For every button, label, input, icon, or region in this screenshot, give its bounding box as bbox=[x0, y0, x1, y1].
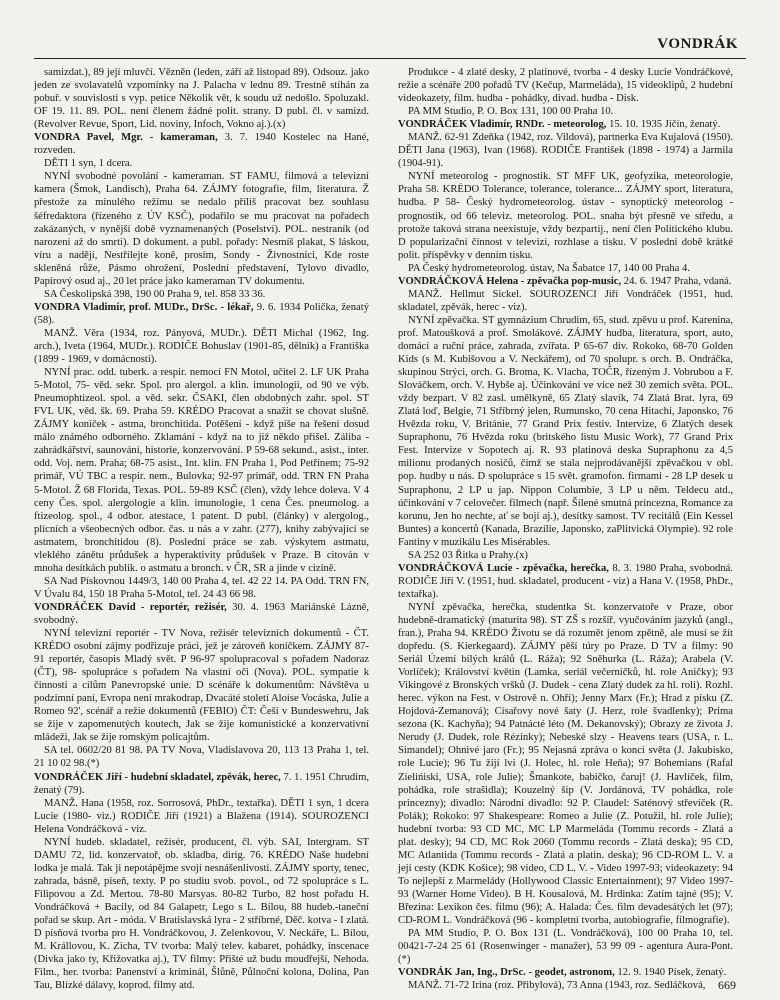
entry-text: 24. 6. 1947 Praha, vdaná. bbox=[623, 275, 732, 287]
entry-name: VONDRÁČEK Vladimír, RNDr. - meteorolog, bbox=[398, 119, 607, 131]
entry-paragraph bbox=[398, 105, 733, 118]
entry-text: 30. 4. 1963 Mariánské Lázně, svobodný. bbox=[34, 601, 369, 626]
entry-text: PA Český hydrometeorolog. ústav, Na Šabatce 17, 140 00 Praha 4. bbox=[408, 262, 690, 274]
entry-text: 12. 9. 1940 Písek, ženatý. bbox=[617, 967, 727, 979]
entry-text: MANŽ. Věra (1934, roz. Pányová, MUDr.). DĚTI Michal (1962, Ing. arch.), Iveta (1964, MUDr.). RODIČE Bohuslav (1901-85, dělník) a Františka (1899 - 1969, v domácnosti). bbox=[34, 327, 369, 366]
entry-text: NYNÍ zpěvačka. ST gymnázium Chrudim, 65, stud. zpěvu u prof. Kareninа, prof. Matoušková a prof. Smolákové. ZÁJMY hudba, literatura, sport, auto, domácí a ruční práce, zahrada, zvířata. P 65-67 div. Rokoko, 68-70 Golden Kids (s M. Kubišovou a V. Neckářem), od 70 spolupr. s orch. B. Ondráčka, skupinou Strýci, orch. G. Broma, K. Vlacha, TOČR, řízeným J. Vobrubou a F. Slováčkem, orch. V. Hybše aj. Účinkování ve více než 30 zemích světa. POL. vždy bezpart. V 82 zasl. umělkyně, 65 Zlatý slavík, 74 Zlatá Brat. lyra, 69 Zlatá loď, Belgie, 71 Stříbrný jelen, Rumunsko, 70 cena Hitachi, Japonsko, 76 Hvězda roku, V. Británie, 77 Grand Prix festiv. Intervize, 6 Zlatých desek Supraphonu, 76 Hvězda roku (britského listu Music Work), 77 Grand Prix Fest. Intervize v Sopotech aj. R. 93 platinová deska Supraphonu za 4,5 milionu prodaných nosičů, čímž se stala nejprodávanější zpěvačkou v obl. pop. hudby u nás. D spolupráce s 15 svět. gramofon. firmami - 28 LP desek u Supraphonu, 2 LP u jap. Nippon Columbie, 3 LP u něm. Teldecu atd., účinkování v 7 celovečer. filmech (např. Šílené smutná princezna, Romance za korunu, Jen ho nechte, ať se bojí aj.), desítky samost. TV recitálů (Ein Kessel Buntes) a koncertů (Kanada, Brazílie, Japonsko, zaPlitvická Olympie). 92 role Fantiny v muzikálu Les Misérables. bbox=[398, 314, 733, 548]
header-rule bbox=[34, 58, 746, 59]
entry-text: PA MM Studio, P. O. Box 131, 100 00 Praha 10. bbox=[408, 106, 614, 118]
entry-paragraph bbox=[34, 836, 369, 993]
running-head: VONDRÁK bbox=[657, 36, 738, 52]
entry-text: MANŽ. Hana (1958, roz. Sorrosová, PhDr., textařka). DĚTI 1 syn, 1 dcera Lucie (1980- viz.) RODIČE Jiří (1921) a Blažena (1914). SOUROZENCI Helena Vondráčková - viz. bbox=[34, 797, 369, 835]
entry-heading bbox=[34, 601, 369, 627]
entry-text: 9. 6. 1934 Polička, ženatý (58). bbox=[34, 301, 369, 326]
entry-heading bbox=[398, 966, 733, 979]
entry-text: 7. 1. 1951 Chrudim, ženatý (79). bbox=[34, 771, 369, 796]
entry-text: 3. 7. 1940 Kostelec na Hané, rozveden. bbox=[34, 132, 369, 157]
entry-text: 15. 10. 1935 Jičín, ženatý. bbox=[609, 119, 721, 131]
entry-heading bbox=[34, 131, 369, 157]
entry-paragraph bbox=[34, 744, 369, 770]
entry-text: NYNÍ televizní reportér - TV Nova, režisér televizních dokumentů - ČT. KRÉDO osobní zájmy podřizuje práci, jež je zároveň koníčkem. ZÁJMY 87-91 reportér, časopis Mladý svět. P 96-97 spolupracoval s pořadem Nadoraz (ČT), 98- spolupráce s pořadem Na vlastní oči (Nova). POL. sympatie k činnosti a cílům Panevropské unie. D scénáře k dokumentům: Návštěva u podzimní paní, Evropa není mrakodrap, Dvacáté století Aloise Vocáska, Julie a Romeo 92', scénář a režie dokumentů (FEBIO) ČT: Češi v Bundeswehru, Jak se žije v zapomenutých koutech, Jak se žije komunistické a konzervativní mládeži, Jak se žije romským policajtům. bbox=[34, 628, 369, 744]
entry-paragraph bbox=[398, 927, 733, 966]
entry-paragraph bbox=[34, 575, 369, 601]
entry-text: NYNÍ zpěvačka, herečka, studentka St. konzervatoře v Praze, obor hudebně-dramatický (maturita 98). ST ZŠ s rozšíř. vyučováním jazyků (angl., fran.), Praha 94. KRÉDO Životu se dá rozumět jenom zpětně, ale musí se žít dopředu. (S. Kierkegaard). ZÁJMY pěší túry po Praze. D TV a filmy: 90 Seriál Území bílých králů (L. Ráža); 92 Sněhurka (L. Ráža); Arabela (V. Vorlíček); Království květin (Lamka, seriál večerníčků, hl. role Aničky); 93 Vikingové z Bronských vršků (J. Dudek - cena Zlatý dudek za hl. roli). Rozhl. herec. výkon na Fest. v Ostrově n. Ohří); Jenny Marx (Fr.); Hrad z písku (Z. Hojdová-Zemanová); Císařovy nové šaty (J. Herz, role švadlenky); Prima sezona (K. Kachyňa); 94 Patnácté léto (M. Dekanovský); Obrazy ze života J. Nerudy (J. Dudek, role Rézinky); Nebeské slzy - Heavens tears (USA, r. L. Simandel); Ohnivé jaro (Fr.); 95 Nejasná zpráva o konci světa (J. Jakubisko, role Lucie); 96 Tu žijí lvi (J. Holec, hl. role Heňa); 97 Bohemians (Rafal Zielińiski, USA, role Julie); Šmankote, babičko, čaruj! (J. Havlíček, film, pohádka, role strašidla); Kouzelný šíp (V. Jordánová, TV pohádka, role princezny); divadlo: Národní divadlo: 92 P. Claudel: Saténový střevíček (R. Polák); Rokoko: 97 Shakespeare: Romeo a Julie (Z. Potužil, hl. role Julie); hudební tvorba: 93 CD MC, MC LP Marmeláda (Tommu records - Zlatá a plat. desky); 94 CD, MC Rok 2060 (Tommu records - Zlatá deska); 95 CD, MC Atlantida (Tommu records - Zlatá a platin. deska); 96 CD-ROM L. V. a její cesty (KDK Košice); 98 video, CD L. V. - Video 1997-93; videokazety: 94 To nejlepší z Marmelády (Hollywood Classic Entertainment); 97 Video 1997-93 (Warner Home Video). B H. Kousalová, M. Hrdinka: Zatím tajné (95); V. Březina: Lexikon čes. filmu (96); A. Halada: Čes. film devadesátých let (97); CD-ROM L. Vondráčková (96 - kompletní tvorba, autobiografie, filmografie). bbox=[398, 601, 733, 927]
entry-text: NYNÍ svobodné povolání - kameraman. ST FAMU, filmová a televizní kamera (Šmok, Landisch), Praha 64. ZÁJMY fotografie, film, literatura. Ž přestože za minulého režimu se nedalo příliš pracovat bez souhlasu šéfredaktora (řízeného z ÚV KSČ), podařilo se mu pracovat na pořadech zakázaných, v nynější době vyznamenaných (Poselství). POL. nestraník (od narození až do smrti). D dokument. a publ. pořady: Nesmíš plakat, S láskou, víru a nadějí, Nestřílejte koně, prosím, Sondy - Živnostníci, Kde roste skleněná růže, Pásmo ohrožení, Poslední představení, Tylovo divadlo, Papírový osud aj., 20 let práce jako kameraman TV dokumentu. bbox=[34, 171, 369, 287]
entry-name: VONDRA Vladimír, prof. MUDr., DrSc. - lékař, bbox=[34, 301, 254, 313]
entry-heading bbox=[398, 275, 733, 288]
entry-paragraph bbox=[398, 288, 733, 314]
entry-paragraph bbox=[398, 314, 733, 549]
entry-heading bbox=[34, 771, 369, 797]
entry-heading bbox=[398, 562, 733, 601]
entry-text: SA tel. 0602/20 81 98. PA TV Nova, Vladislavova 20, 113 13 Praha 1, tel. 21 10 02 98.(*) bbox=[34, 745, 369, 770]
page-number: 669 bbox=[718, 978, 736, 992]
entry-text: NYNÍ prac. odd. tuberk. a respir. nemocí FN Motol, učitel 2. LF UK Praha 5-Motol, 75- věd. sekr. Spol. pro alergol. a klin. imunologii, od 90 ve výb. Pneumophtizeol. spol. a věd. sekr. ČSAKI, člen obdobných zahr. spol. ST FVL UK, věd. šk. 69. Praha 59. KRÉDO Pracovat a snažit se chovat slušně. ZÁJMY koníček - astma, bronchitida. Potěšení - když píše na řešení dosud málo známého odborného. Zklamání - když na to již někdo přišel. Záliba - zahrádkářství, saunování, historie, konzervování. P 59-68 sekund., asist., inter. odd. Voj. nem. Praha; 68-75 asist., Int. klin. FN Praha 1, Pod Petřínem; 75-92 primář, VÚ TBC a respir. nem., Bulovka; 92-97 primář, odd. TRN FN Praha 5-Motol. Ž 68 Florida, Texas. POL. 59-89 KSČ (člen), vždy lehce doleva. V 4 ceny Čes. spol. alergologie a klin. imunologie, 1 cena Čes. pneumolog. a ftizeolog. spol., 4 odbor. atestace, 1 patent. D publ. (články) v alergolog., plicních a všeobecných odbor. čas. u nás a v zahr. (277), knihy zabývající se astmatem, bronchitidou (8). Poslední práce se zab. výskytem astmatu, vleklého zánětu průdušek a hyperaktivity průdušek v Praze. B citován v mnoha desítkách publik. o astmatu a bronch. v ČR, SR a jinde v cizině. bbox=[34, 367, 369, 574]
entry-name: VONDRÁČKOVÁ Lucie - zpěvačka, herečka, bbox=[398, 562, 609, 574]
entry-paragraph bbox=[398, 979, 733, 992]
entry-paragraph bbox=[34, 366, 369, 575]
entry-text: SA Českolipská 398, 190 00 Praha 9, tel. 858 33 36. bbox=[44, 288, 266, 300]
entry-heading bbox=[34, 301, 369, 327]
entry-text: 8. 3. 1980 Praha, svobodná. RODIČE Jiří V. (1951, hud. skladatel, producent - viz) a Hana V. (1958, PhDr., textařka). bbox=[398, 562, 733, 600]
entry-paragraph bbox=[34, 157, 369, 170]
entry-paragraph bbox=[34, 797, 369, 836]
entry-text: MANŽ. 62-91 Zdeňka (1942, roz. Vildová), partnerka Eva Kujalová (1950). DĚTI Jana (1963), Ivan (1968). RODIČE František (1898 - 1974) a Jarmila (1904-91). bbox=[398, 132, 733, 170]
entry-name: VONDRA Pavel, Mgr. - kameraman, bbox=[34, 132, 218, 144]
entry-paragraph bbox=[398, 262, 733, 275]
entry-text: NYNÍ meteorolog - prognostik. ST MFF UK, geofyzika, meteorologie, Praha 58. KRÉDO Tolerance, tolerance, tolerance... ZÁJMY sport, literatura, hudba. P 58- Český hydrometeorolog. ústav - synoptický meteorolog - prognostik, od 66 televiz. meteorolog. POL. snaha být přesně ve středu, a protože taková strana neexistuje, vždy bezpartij., není člen Politického klubu. D popularizační činnost v televizi, rozhlase a tisku. V poslední době krátké polit. příspěvky v denním tisku. bbox=[398, 171, 733, 261]
entry-text: MANŽ. Hellmut Sickel. SOUROZENCI Jiří Vondráček (1951, hud. skladatel, zpěvák, herec - viz). bbox=[398, 288, 733, 313]
entry-heading bbox=[398, 118, 733, 131]
entry-paragraph bbox=[398, 601, 733, 927]
entry-paragraph bbox=[34, 327, 369, 366]
left-column bbox=[34, 66, 369, 992]
entry-text: DĚTI 1 syn, 1 dcera. bbox=[44, 158, 133, 170]
entry-name: VONDRÁK Jan, Ing., DrSc. - geodet, astronom, bbox=[398, 967, 615, 979]
entry-paragraph bbox=[34, 288, 369, 301]
entry-paragraph bbox=[398, 66, 733, 105]
entry-paragraph bbox=[398, 170, 733, 261]
entry-text: PA MM Studio, P. O. Box 131 (L. Vondráčková), 100 00 Praha 10, tel. 00421-7-24 25 61 (Rosenwinger - manažer), 53 99 09 - agentura Aura-Pont.(*) bbox=[398, 928, 733, 966]
entry-paragraph bbox=[34, 170, 369, 287]
entry-paragraph bbox=[34, 627, 369, 744]
entry-text: NYNÍ hudeb. skladatel, režisér, producent, čl. výb. SAI, Intergram. ST DAMU 72, lid. konzervatoř, ob. skladba, dirig. 76. KRÉDO Naše hudební lodka je malá. Tak ji nepotápějme svojí nesnášenlivostí. ZÁJMY sporty, tenec, zahrada, básně, píseň, texty. P po studiu svob. povol., od 72 spolupráce s L. Filipovou a Zd. Mertou. 78-80 Marsyas. 80-82 Turbo, 82 host pořadu H. Vondráčková + Bacily, od 84 Galapetr, Lego s L. Bílou, 88 hudeb.-taneční pořad se skup. Art - móda. V Bratislavská lyra - 2 stříbrné, Děč. kotva - I zlatá. D písňová tvorba pro H. Vondráčkovou, J. Zelenkovou, V. Neckáře, L. Bílou, M. Krállovou, K. Zicha, TV tvorba: Malý telev. kabaret, pohádky, inscenace (Divka jako ty, Křižovatka aj.), TV filmy: Přišté už budu moudřejší, Nehoda. Film., her. tvorba: Panenství a kriminál, Šlůně, Půlnoční kolona, Dolina, Pan Tau, Blízké dálavy, koprod. filmy atd. bbox=[34, 836, 369, 992]
entry-text: SA Nad Pískovnou 1449/3, 140 00 Praha 4, tel. 42 22 14. PA Odd. TRN FN, V Úvalu 84, 150 18 Praha 5-Motol, tel. 24 43 66 98. bbox=[34, 575, 369, 600]
entry-name: VONDRÁČKOVÁ Helena - zpěvačka pop-music, bbox=[398, 275, 622, 287]
entry-text: SA 252 03 Řitka u Prahy.(x) bbox=[408, 549, 528, 561]
entry-paragraph bbox=[398, 549, 733, 562]
entry-text: MANŽ. 71-72 Irina (roz. Přibylová), 73 Anna (1943, roz. Sedláčková, bbox=[408, 980, 706, 992]
entry-text: Produkce - 4 zlaté desky, 2 platinové, tvorba - 4 desky Lucie Vondráčkové, režie a scénáře 200 pořadů TV (Kečup, Marmeláda), 15 videoklipů, 2 hudební videokazety, film. hudba - pohádky, divad. hudba - Disk. bbox=[398, 67, 733, 105]
entry-paragraph bbox=[34, 66, 369, 131]
entry-paragraph bbox=[398, 131, 733, 170]
entry-name: VONDRÁČEK Jiří - hudební skladatel, zpěvák, herec, bbox=[34, 771, 281, 783]
entry-text: samizdat.), 89 její mluvčí. Vězněn (leden, září až listopad 89). Odsouz. jako jeden ze svolavatelů vzpomínky na J. Palacha v lednu 89. Trestně stíhán za pobuř. v souvislosti s vyp. petice Několik vět, k soudu už nedošlo. Spoluzakl. OF 19. 11. 89. POL. není členem žádné polit. strany. D publ. čl. v samizd. (Revolver Revue, Sport, Lid. noviny, Infoch, Vokno aj.).(x) bbox=[34, 67, 369, 131]
entry-name: VONDRÁČEK David - reportér, režisér, bbox=[34, 601, 227, 613]
